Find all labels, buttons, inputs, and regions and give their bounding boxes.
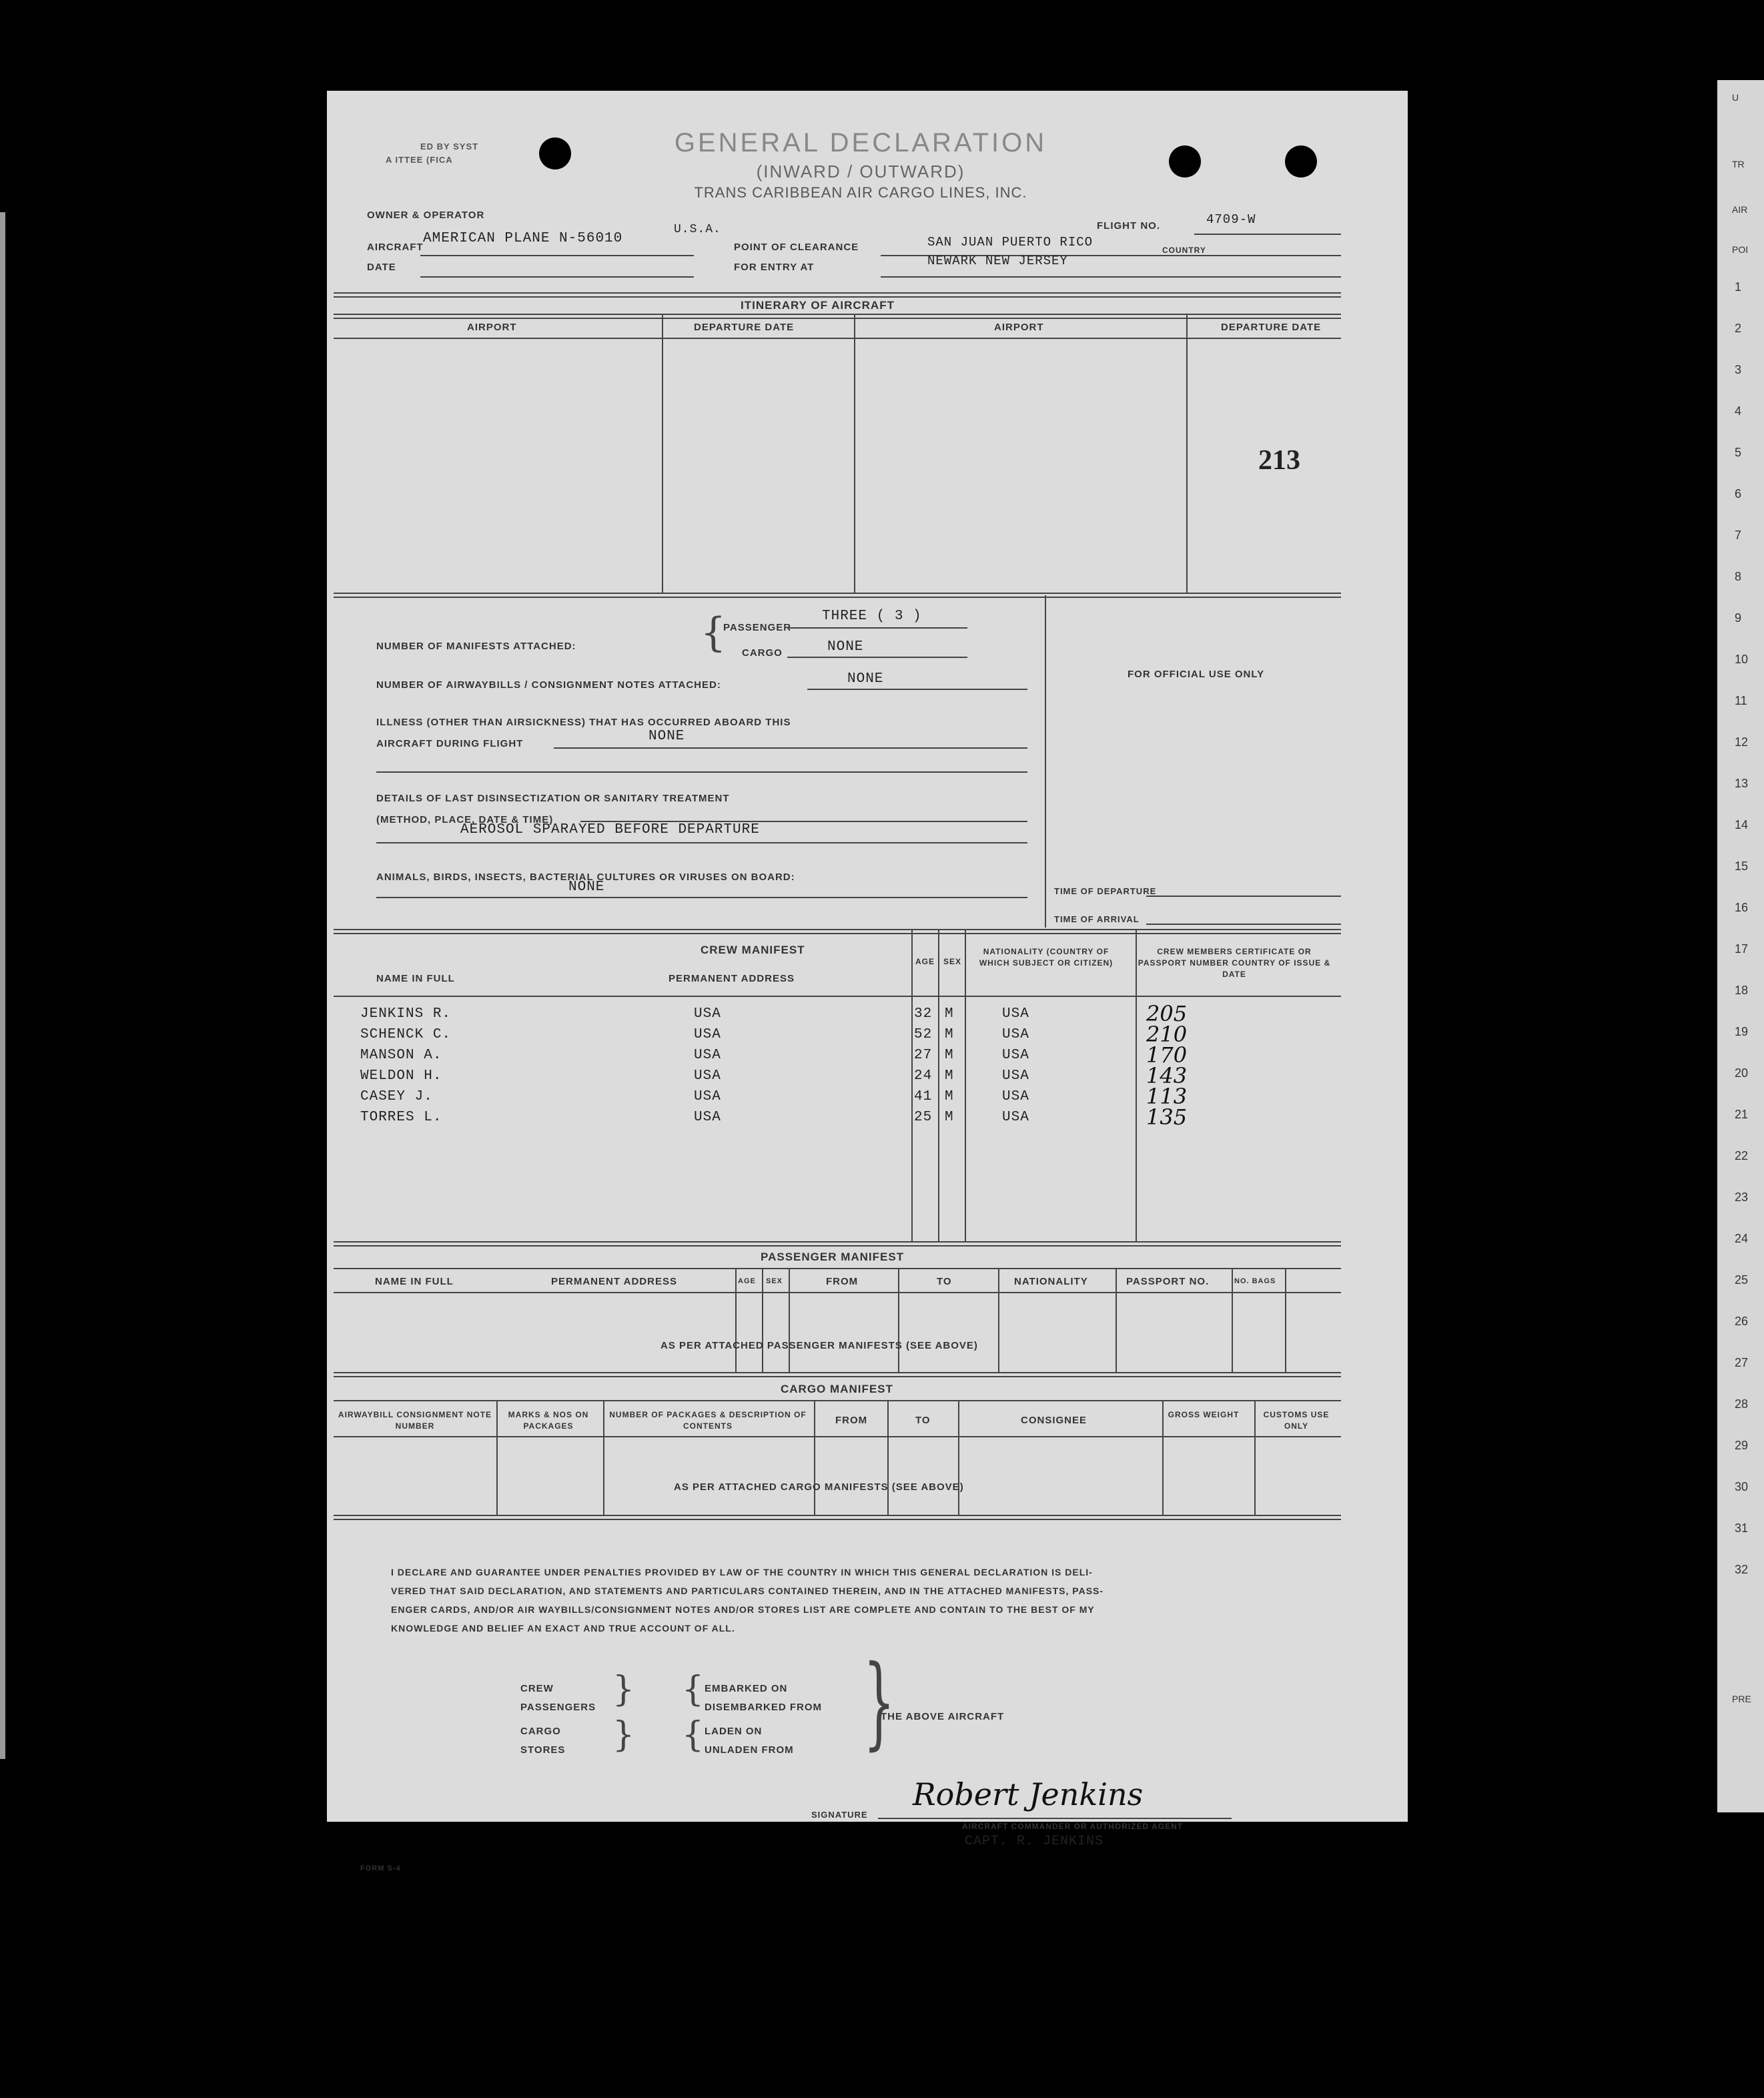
crew-nationality: USA <box>1002 1089 1029 1104</box>
crew-sex: M <box>945 1048 954 1063</box>
side-sheet-row-number: 6 <box>1735 487 1742 500</box>
side-sheet-row-number: 30 <box>1735 1480 1749 1493</box>
side-sheet-row-number: 10 <box>1735 653 1749 666</box>
declaration-line-2: VERED THAT SAID DECLARATION, AND STATEMENTS AND PARTICULARS CONTAINED THEREIN, AND IN THE ATTACHED MANIFESTS, PASS- <box>391 1586 1104 1596</box>
side-sheet-row-number: 7 <box>1735 529 1742 542</box>
form-subtitle: (INWARD / OUTWARD) <box>756 161 965 182</box>
date-label: DATE <box>367 262 396 273</box>
crew-col-nationality: NATIONALITY (COUNTRY OF WHICH SUBJECT OR CITIZEN) <box>979 947 1114 968</box>
passenger-value: THREE ( 3 ) <box>822 609 922 624</box>
cargo-label: CARGO <box>742 647 783 659</box>
crew-certificate: 205 <box>1146 1001 1188 1026</box>
side-sheet-row-number: 13 <box>1735 777 1749 790</box>
country-label: COUNTRY <box>1162 246 1206 255</box>
side-sheet-row-number: 20 <box>1735 1066 1749 1080</box>
usa-text: U.S.A. <box>674 223 721 236</box>
declaration-line-3: ENGER CARDS, AND/OR AIR WAYBILLS/CONSIGNMENT NOTES AND/OR STORES LIST ARE COMPLETE AND CONTAIN TO THE BEST OF MY <box>391 1604 1095 1615</box>
side-sheet-row-number: 32 <box>1735 1563 1749 1576</box>
company-name: TRANS CARIBBEAN AIR CARGO LINES, INC. <box>694 184 1027 201</box>
pax-col-age: AGE <box>738 1277 756 1285</box>
itinerary-col-departure-1: DEPARTURE DATE <box>694 322 795 333</box>
side-sheet-row-number: 18 <box>1735 984 1749 997</box>
crew-address: USA <box>694 1089 721 1104</box>
crew-address: USA <box>694 1048 721 1063</box>
crew-name: WELDON H. <box>360 1068 442 1084</box>
side-sheet-row-number: 1 <box>1735 280 1742 294</box>
commander-name: CAPT. R. JENKINS <box>965 1834 1104 1849</box>
passenger-manifest-title: PASSENGER MANIFEST <box>761 1251 905 1263</box>
crew-nationality: USA <box>1002 1068 1029 1084</box>
crew-age: 41 <box>914 1089 933 1104</box>
crew-sex: M <box>945 1006 954 1022</box>
punch-hole-icon <box>1169 145 1201 178</box>
signature-label: SIGNATURE <box>811 1810 868 1820</box>
side-sheet-row-number: 11 <box>1735 694 1747 707</box>
punch-hole-icon <box>539 137 571 169</box>
itinerary-title: ITINERARY OF AIRCRAFT <box>741 299 895 312</box>
crew-name: SCHENCK C. <box>360 1027 452 1042</box>
declaration-line-4: KNOWLEDGE AND BELIEF AN EXACT AND TRUE ACCOUNT OF ALL. <box>391 1623 735 1634</box>
passengers-option: PASSENGERS <box>520 1702 596 1713</box>
side-sheet-row-number: 19 <box>1735 1025 1749 1038</box>
side-sheet-row-number: 17 <box>1735 942 1749 956</box>
punch-hole-icon <box>1285 145 1317 178</box>
cargo-value: NONE <box>827 639 864 655</box>
crew-sex: M <box>945 1068 954 1084</box>
side-sheet-row-number: 12 <box>1735 735 1749 749</box>
crew-certificate: 143 <box>1146 1063 1188 1088</box>
crew-address: USA <box>694 1027 721 1042</box>
cargo-manifest-note: AS PER ATTACHED CARGO MANIFESTS (SEE ABOVE) <box>674 1481 964 1493</box>
pax-manifest-note: AS PER ATTACHED PASSENGER MANIFESTS (SEE ABOVE) <box>660 1340 978 1351</box>
side-sheet-row-number: 22 <box>1735 1149 1749 1162</box>
illness-label-2: AIRCRAFT DURING FLIGHT <box>376 738 524 749</box>
clearance-value: SAN JUAN PUERTO RICO <box>927 235 1093 250</box>
owner-label: OWNER & OPERATOR <box>367 210 485 221</box>
adjacent-page-edge <box>0 212 5 1759</box>
form-title: GENERAL DECLARATION <box>674 128 1047 157</box>
pax-col-nationality: NATIONALITY <box>1014 1276 1088 1287</box>
side-sheet-row-number: 16 <box>1735 901 1749 914</box>
official-use-label: FOR OFFICIAL USE ONLY <box>1128 669 1265 680</box>
crew-nationality: USA <box>1002 1006 1029 1022</box>
unladen-option: UNLADEN FROM <box>705 1744 794 1756</box>
side-sheet-row-number: 25 <box>1735 1273 1749 1287</box>
manifests-label: NUMBER OF MANIFESTS ATTACHED: <box>376 641 576 652</box>
illness-label-1: ILLNESS (OTHER THAN AIRSICKNESS) THAT HAS OCCURRED ABOARD THIS <box>376 717 791 728</box>
stamp-line-1: ED BY SYST <box>420 141 479 151</box>
disinsect-label-2: (METHOD, PLACE, DATE & TIME) <box>376 814 554 825</box>
cargo-col-from: FROM <box>835 1415 868 1426</box>
time-of-arrival-label: TIME OF ARRIVAL <box>1054 914 1140 924</box>
crew-col-address: PERMANENT ADDRESS <box>669 973 795 984</box>
airwaybills-value: NONE <box>847 671 884 687</box>
crew-certificate: 135 <box>1146 1104 1188 1130</box>
entry-label: FOR ENTRY AT <box>734 262 815 273</box>
crew-manifest-title: CREW MANIFEST <box>701 944 805 956</box>
aircraft-label: AIRCRAFT <box>367 242 424 253</box>
crew-nationality: USA <box>1002 1048 1029 1063</box>
side-sheet-row-number: 14 <box>1735 818 1749 831</box>
stamp-line-2: A ITTEE (FICA <box>386 155 453 165</box>
flight-value: 4709-W <box>1206 212 1256 227</box>
crew-col-age: AGE <box>915 957 935 966</box>
above-aircraft: THE ABOVE AIRCRAFT <box>881 1711 1005 1722</box>
crew-certificate: 113 <box>1146 1084 1188 1109</box>
form-number: FORM S-4 <box>360 1864 401 1872</box>
crew-age: 24 <box>914 1068 933 1084</box>
time-of-departure-label: TIME OF DEPARTURE <box>1054 886 1157 896</box>
passenger-label: PASSENGER <box>723 622 792 633</box>
side-sheet-label: U <box>1732 92 1739 103</box>
cargo-option: CARGO <box>520 1726 561 1737</box>
crew-address: USA <box>694 1006 721 1022</box>
crew-certificate: 210 <box>1146 1022 1188 1047</box>
side-sheet-row-number: 4 <box>1735 404 1742 418</box>
itinerary-col-departure-2: DEPARTURE DATE <box>1221 322 1322 333</box>
crew-sex: M <box>945 1089 954 1104</box>
adjacent-sheet <box>1717 80 1764 1812</box>
cargo-col-consignee: CONSIGNEE <box>1021 1415 1087 1426</box>
cargo-col-to: TO <box>915 1415 931 1426</box>
side-sheet-row-number: 3 <box>1735 363 1742 376</box>
airwaybills-label: NUMBER OF AIRWAYBILLS / CONSIGNMENT NOTES ATTACHED: <box>376 679 721 691</box>
crew-age: 25 <box>914 1110 933 1125</box>
side-sheet-row-number: 21 <box>1735 1108 1749 1121</box>
itinerary-col-airport-1: AIRPORT <box>467 322 517 333</box>
crew-nationality: USA <box>1002 1027 1029 1042</box>
side-sheet-row-number: 8 <box>1735 570 1742 583</box>
crew-address: USA <box>694 1068 721 1084</box>
pax-col-address: PERMANENT ADDRESS <box>551 1276 677 1287</box>
side-sheet-bottom-label: PRE <box>1732 1694 1751 1704</box>
cargo-col-airwaybill: AIRWAYBILL CONSIGNMENT NOTE NUMBER <box>338 1410 492 1431</box>
crew-name: TORRES L. <box>360 1110 442 1125</box>
laden-option: LADEN ON <box>705 1726 763 1737</box>
crew-sex: M <box>945 1027 954 1042</box>
side-sheet-row-number: 31 <box>1735 1521 1749 1535</box>
crew-address: USA <box>694 1110 721 1125</box>
pax-col-to: TO <box>937 1276 952 1287</box>
entry-value: NEWARK NEW JERSEY <box>927 254 1068 268</box>
side-sheet-row-number: 9 <box>1735 611 1742 625</box>
aircraft-value: AMERICAN PLANE N-56010 <box>423 231 623 246</box>
crew-name: CASEY J. <box>360 1089 433 1104</box>
side-sheet-row-number: 26 <box>1735 1315 1749 1328</box>
crew-age: 27 <box>914 1048 933 1063</box>
crew-age: 32 <box>914 1006 933 1022</box>
crew-sex: M <box>945 1110 954 1125</box>
cargo-manifest-title: CARGO MANIFEST <box>781 1383 893 1395</box>
crew-name: JENKINS R. <box>360 1006 452 1022</box>
flight-label: FLIGHT NO. <box>1097 220 1160 232</box>
side-sheet-row-number: 5 <box>1735 446 1742 459</box>
declaration-line-1: I DECLARE AND GUARANTEE UNDER PENALTIES PROVIDED BY LAW OF THE COUNTRY IN WHICH THIS GENERAL DECLARATION IS DELI- <box>391 1567 1093 1578</box>
signature-value: Robert Jenkins <box>913 1776 1144 1812</box>
itinerary-col-airport-2: AIRPORT <box>994 322 1044 333</box>
page-number: 213 <box>1258 445 1300 476</box>
cargo-col-customs: CUSTOMS USE ONLY <box>1263 1410 1330 1431</box>
crew-option: CREW <box>520 1683 554 1694</box>
stores-option: STORES <box>520 1744 566 1756</box>
side-sheet-label: POI <box>1732 244 1749 255</box>
disinsect-value: AEROSOL SPARAYED BEFORE DEPARTURE <box>460 822 760 837</box>
side-sheet-row-number: 28 <box>1735 1397 1749 1411</box>
side-sheet-row-number: 27 <box>1735 1356 1749 1369</box>
disembarked-option: DISEMBARKED FROM <box>705 1702 822 1713</box>
pax-col-bags: NO. BAGS <box>1234 1277 1276 1285</box>
animals-label: ANIMALS, BIRDS, INSECTS, BACTERIAL CULTURES OR VIRUSES ON BOARD: <box>376 871 795 883</box>
pax-col-from: FROM <box>826 1276 859 1287</box>
cargo-col-packages: NUMBER OF PACKAGES & DESCRIPTION OF CONTENTS <box>609 1410 807 1431</box>
animals-value: NONE <box>568 880 605 895</box>
commander-label: AIRCRAFT COMMANDER OR AUTHORIZED AGENT <box>962 1822 1184 1831</box>
disinsect-label-1: DETAILS OF LAST DISINSECTIZATION OR SANITARY TREATMENT <box>376 793 730 804</box>
crew-certificate: 170 <box>1146 1042 1188 1068</box>
side-sheet-row-number: 24 <box>1735 1232 1749 1245</box>
crew-name: MANSON A. <box>360 1048 442 1063</box>
crew-age: 52 <box>914 1027 933 1042</box>
side-sheet-label: TR <box>1732 159 1745 169</box>
cargo-col-marks: MARKS & NOS ON PACKAGES <box>508 1410 589 1431</box>
embarked-option: EMBARKED ON <box>705 1683 788 1694</box>
side-sheet-row-number: 29 <box>1735 1439 1749 1452</box>
crew-col-certificate: CREW MEMBERS CERTIFICATE OR PASSPORT NUMBER COUNTRY OF ISSUE & DATE <box>1138 947 1331 979</box>
crew-nationality: USA <box>1002 1110 1029 1125</box>
side-sheet-row-number: 15 <box>1735 859 1749 873</box>
pax-col-sex: SEX <box>766 1277 783 1285</box>
side-sheet-label: AIR <box>1732 204 1748 215</box>
crew-col-name: NAME IN FULL <box>376 973 455 984</box>
illness-value: NONE <box>648 729 685 744</box>
side-sheet-row-number: 2 <box>1735 322 1742 335</box>
side-sheet-row-number: 23 <box>1735 1190 1749 1204</box>
clearance-label: POINT OF CLEARANCE <box>734 242 859 253</box>
pax-col-passport: PASSPORT NO. <box>1126 1276 1210 1287</box>
cargo-col-weight: GROSS WEIGHT <box>1168 1410 1240 1419</box>
pax-col-name: NAME IN FULL <box>375 1276 454 1287</box>
general-declaration-form: ED BY SYST A ITTEE (FICA GENERAL DECLARATION (INWARD / OUTWARD) TRANS CARIBBEAN AIR CARGO LINES, INC. OWNER & OPERATOR U.S.A. AIRCRAFT AMERICAN PLANE N-56010 DATE FLIGHT NO. 4709-W COUNTRY POINT OF CLEARANCE SAN JUAN PUERTO RICO FOR ENTRY AT NEWARK NEW JERSEY ITINERARY OF AIRCRAFT AIRPORT DEPARTURE DATE AIRPORT DEPARTURE DATE 213 { NUMBER OF MANIFESTS ATTACHED: PASSENGER THREE ( 3 ) CARGO NONE NUMBER OF AIRWAYBILLS / CONSIGNMENT NOTES ATTACHED: NONE ILLNESS (OTHER THAN AIRSICKNESS) THAT HAS OCCURRED ABOARD THIS AIRCRAFT DURING FLIGHT NONE DETAILS OF LAST DISINSECTIZATION OR SANITARY TREATMENT (METHOD, PLACE, DATE & TIME) AEROSOL SPARAYED BEFORE DEPARTURE ANIMALS, BIRDS, INSECTS, BACTERIAL CULTURES OR VIRUSES ON BOARD: NONE FOR OFFICIAL USE ONLY TIME OF DEPARTURE TIME OF ARRIVAL CREW MANIFEST NAME IN FULL PERMANENT ADDRESS AGE SEX NATIONALITY (COUNTRY OF WHICH SUBJECT OR CITIZEN) CREW MEMBERS CERTIFICATE OR PASSPORT NUMBER COUNTRY OF ISSUE & DATE JENKINS R. USA 32 M USA 205 SCHENCK C. USA 52 M USA 210 MANSON A. USA 27 M USA 170 WELDON H. USA 24 M USA 143 CASEY J. USA 41 M USA 113 TORRES L. USA 25 M USA 135 PASSENGER MANIFEST NAME IN FULL PERMANENT ADDRESS AGE SEX FROM TO NATIONALITY PASSPORT NO. NO. BAGS AS PER ATTACHED PASSENGER MANIFESTS (SEE ABOVE) CARGO MANIFEST AIRWAYBILL CONSIGNMENT NOTE NUMBER MARKS & NOS ON PACKAGES NUMBER OF PACKAGES & DESCRIPTION OF CONTENTS FROM TO CONSIGNEE GROSS WEIGHT CUSTOMS USE ONLY AS PER ATTACHED CARGO MANIFESTS (SEE ABOVE) I DECLARE AND GUARANTEE UNDER PENALTIES PROVIDED BY LAW OF THE COUNTRY IN WHICH THIS GENERAL DECLARATION IS DELI- VERED THAT SAID DECLARATION, AND STATEMENTS AND PARTICULARS CONTAINED THEREIN, AND IN THE ATTACHED MANIFESTS, PASS- ENGER CARDS, AND/OR AIR WAYBILLS/CONSIGNMENT NOTES AND/OR STORES LIST ARE COMPLETE AND CONTAIN TO THE BEST OF MY KNOWLEDGE AND BELIEF AN EXACT AND TRUE ACCOUNT OF ALL. CREW PASSENGERS CARGO STORES } } { { EMBARKED ON DISEMBARKED FROM LADEN ON UNLADEN FROM } THE ABOVE AIRCRAFT SIGNATURE Robert Jenkins AIRCRAFT COMMANDER OR AUTHORIZED AGENT CAPT. R. JENKINS FORM S-4 <box>327 91 1408 1822</box>
crew-col-sex: SEX <box>943 957 962 966</box>
